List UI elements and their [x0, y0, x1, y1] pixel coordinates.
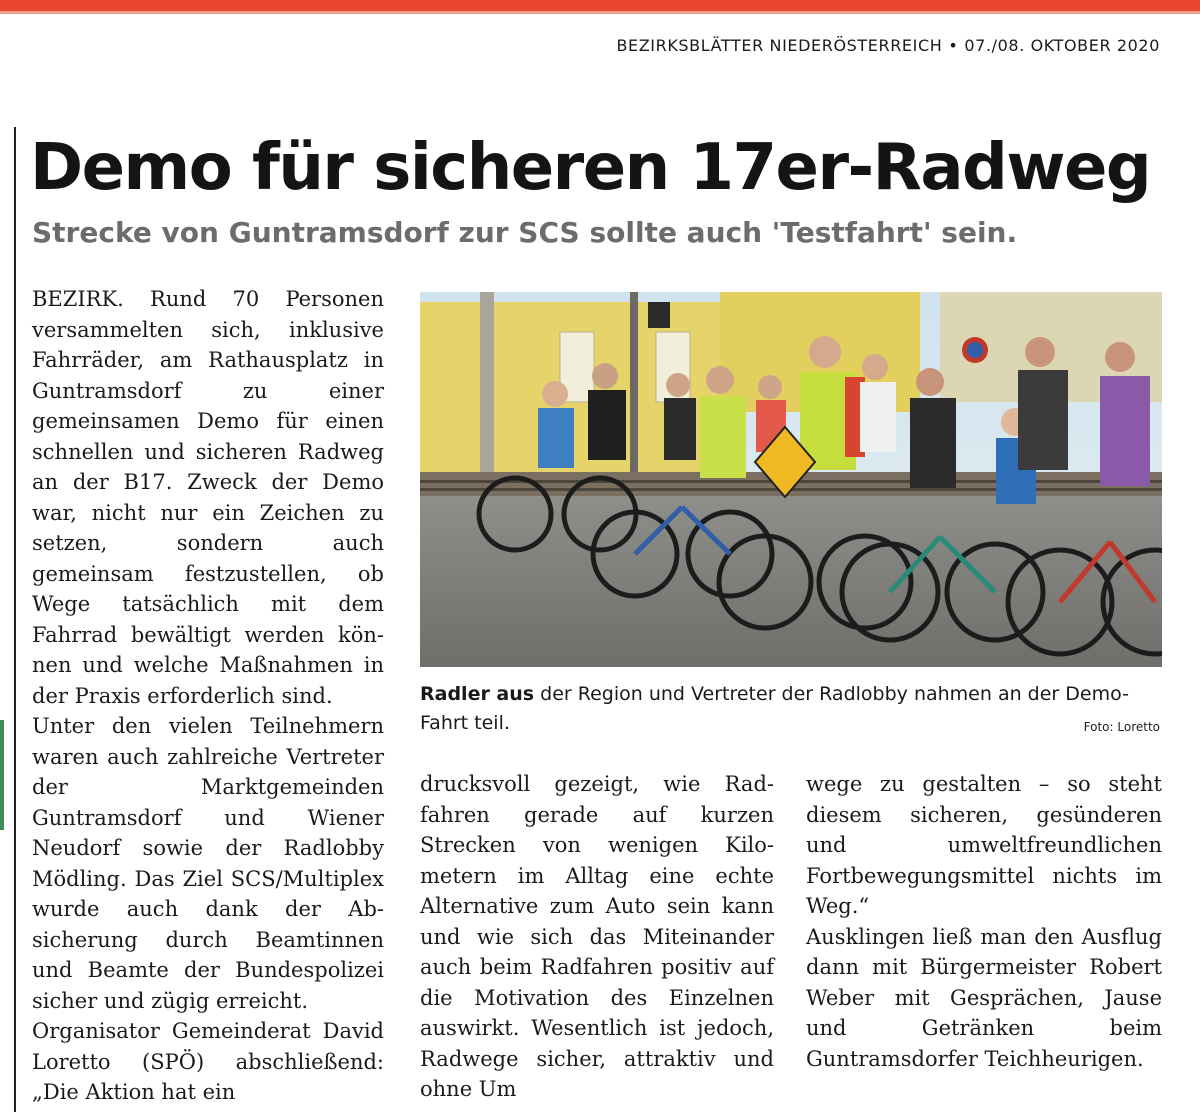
left-edge-mark	[0, 720, 4, 830]
top-accent-bar-thin	[0, 11, 1200, 14]
top-accent-bar	[0, 0, 1200, 11]
photo-credit: Foto: Loretto	[1083, 720, 1160, 734]
caption-lead: Radler aus	[420, 683, 535, 705]
body-column-3	[806, 769, 1162, 1074]
body-paragraph: BEZIRK. Rund 70 Personen versammelten sich, inklusive Fahrräder, am Rathausplatz in Guntramsdorf zu einer gemeinsamen Demo für einen schnellen und sicheren Radweg an der B17. Zweck der Demo war, nicht nur ein Zeichen zu setzen, sondern auch gemeinsam festzustellen, ob Wege tatsächlich mit dem Fahrrad bewältigt werden können und welche Maßnahmen in der Praxis erforderlich sind.	[32, 287, 384, 708]
left-column-rule	[14, 127, 16, 1112]
body-column-1	[32, 284, 384, 1108]
cyclists-photo-illustration	[420, 292, 1162, 667]
publication-name: BEZIRKSBLÄTTER NIEDERÖSTERREICH	[616, 36, 943, 55]
publication-date: 07./08. OKTOBER 2020	[964, 36, 1160, 55]
body-paragraph: Organisator Gemeinderat David Loretto (SPÖ) abschließend: „Die Aktion hat ein	[32, 1019, 384, 1104]
header-separator: •	[948, 36, 959, 55]
body-paragraph: Unter den vielen Teilnehmern waren auch zahlreiche Vertreter der Marktgemeinden Guntramsdorf und Wiener Neudorf sowie der Radlobby Mödling. Das Ziel SCS/Multiplex wurde auch dank der Absicherung durch Beamtinnen und Beamte der Bundespolizei sicher und zügig erreicht.	[32, 714, 384, 1013]
body-paragraph: Ausklingen ließ man den Ausflug dann mit Bürgermeister Robert Weber mit Gesprächen, Jause und Getränken beim Guntramsdorfer Teichheurigen.	[806, 924, 1162, 1071]
body-paragraph: drucksvoll gezeigt, wie Radfahren gerade auf kurzen Strecken von wenigen Kilometern im Alltag eine echte Alternative zum Auto sein kann und wie sich das Miteinander auch beim Radfahren positiv auf die Motivation des Einzelnen auswirkt. Wesentlich ist jedoch, Radwege sicher, attraktiv und ohne Um	[420, 772, 774, 1101]
body-column-2	[420, 769, 774, 1105]
article-subheadline: Strecke von Guntramsdorf zur SCS sollte auch 'Testfahrt' sein.	[32, 216, 1018, 249]
article-photo	[420, 292, 1162, 667]
article-headline: Demo für sicheren 17er-Radweg	[30, 131, 1151, 205]
caption-text: der Region und Vertreter der Radlobby nahmen an der Demo-Fahrt teil.	[420, 683, 1129, 734]
page-header	[616, 36, 1160, 55]
body-paragraph: wege zu gestalten – so steht diesem sicheren, gesünderen und umweltfreundlichen Fortbewegungsmittel nichts im Weg.“	[806, 772, 1162, 918]
photo-caption	[420, 680, 1165, 738]
